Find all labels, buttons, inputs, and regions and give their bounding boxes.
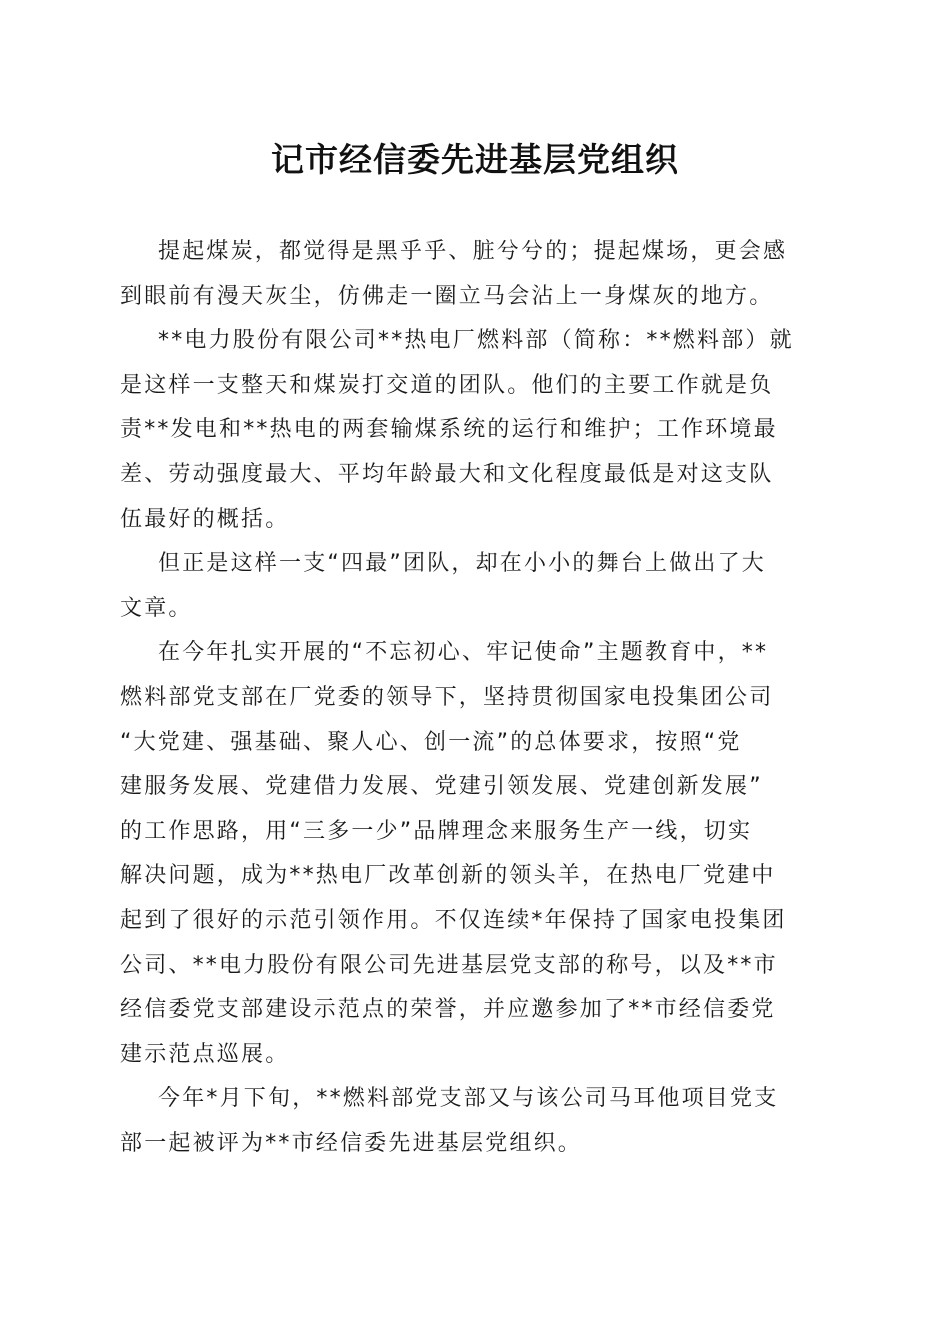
paragraph-2 [120,319,824,542]
text-line: “大党建、强基础、聚人心、创一流”的总体要求，按照“党 [120,729,742,755]
text-line: 起到了很好的示范引领作用。不仅连续*年保持了国家电投集团 [120,907,787,933]
text-line: 部一起被评为**市经信委先进基层党组织。 [120,1130,583,1156]
text-line: **电力股份有限公司**热电厂燃料部（简称：**燃料部）就 [158,328,794,354]
paragraph-5 [120,1077,824,1166]
text-line: 的工作思路，用“三多一少”品牌理念来服务生产一线，切实 [120,818,753,844]
paragraph-4 [120,631,824,1077]
text-line: 差、劳动强度最大、平均年龄最大和文化程度最低是对这支队 [120,461,774,487]
text-line: 但正是这样一支“四最”团队，却在小小的舞台上做出了大 [158,551,766,577]
text-line: 燃料部党支部在厂党委的领导下，坚持贯彻国家电投集团公司 [120,684,774,710]
document-title: 记市经信委先进基层党组织 [271,140,679,179]
document-body [120,230,824,1166]
text-line: 是这样一支整天和煤炭打交道的团队。他们的主要工作就是负 [120,372,774,398]
text-line: 到眼前有漫天灰尘，仿佛走一圈立马会沾上一身煤灰的地方。 [120,283,774,309]
text-line: 建示范点巡展。 [120,1041,290,1067]
text-line: 责**发电和**热电的两套输煤系统的运行和维护；工作环境最 [120,417,778,443]
text-line: 建服务发展、党建借力发展、党建引领发展、党建创新发展” [120,774,763,800]
text-line: 经信委党支部建设示范点的荣誉，并应邀参加了**市经信委党 [120,997,776,1023]
text-line: 公司、**电力股份有限公司先进基层党支部的称号，以及**市 [120,952,778,978]
text-line: 解决问题，成为**热电厂改革创新的领头羊，在热电厂党建中 [120,863,776,889]
paragraph-1 [120,230,824,319]
text-line: 伍最好的概括。 [120,506,290,532]
text-line: 文章。 [120,595,193,621]
text-line: 提起煤炭，都觉得是黑乎乎、脏兮兮的；提起煤场，更会感 [158,239,788,264]
paragraph-3 [120,542,824,631]
text-line: 今年*月下旬，**燃料部党支部又与该公司马耳他项目党支 [158,1086,779,1112]
text-line: 在今年扎实开展的“不忘初心、牢记使命”主题教育中，** [158,640,769,666]
